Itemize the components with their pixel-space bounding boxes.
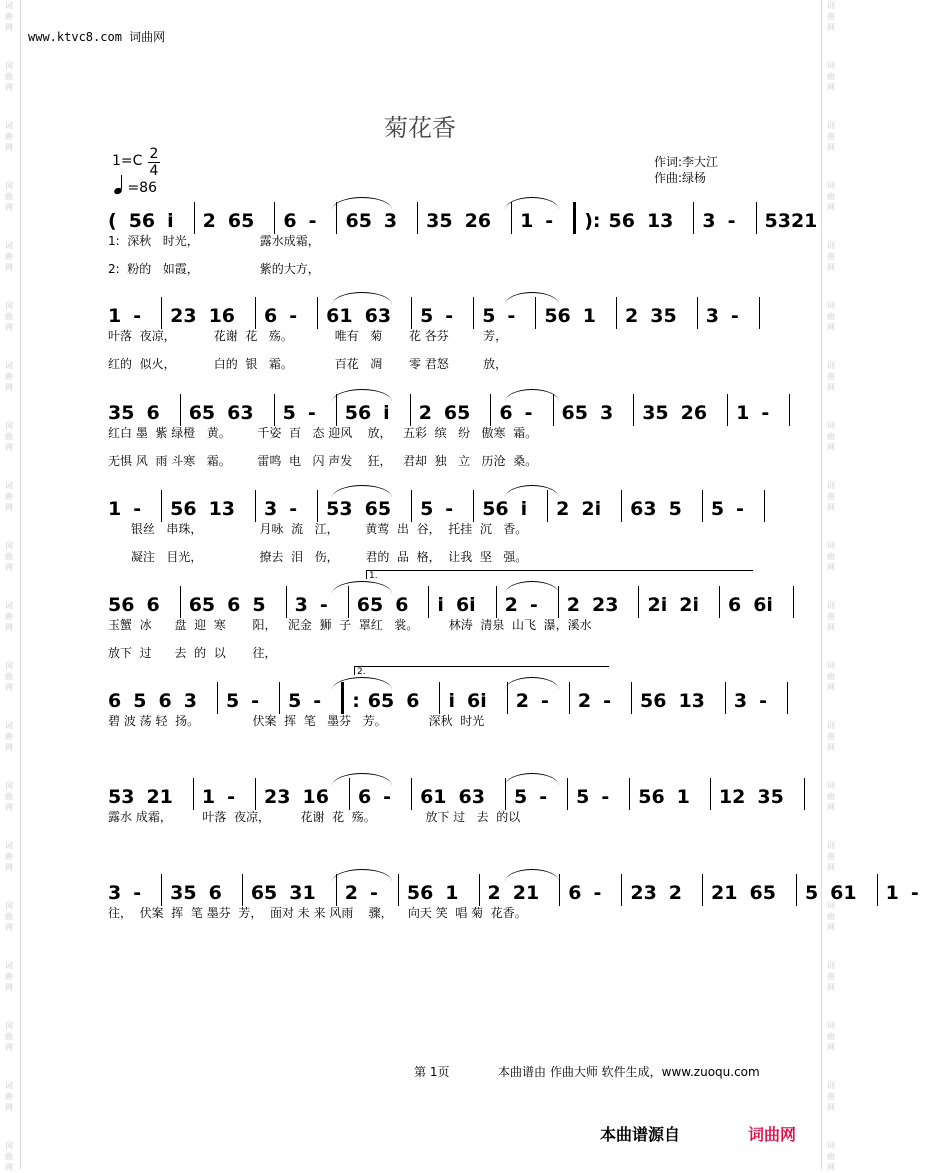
note-group: 63 (364, 304, 392, 327)
watermark-text: 词 曲 网 (827, 481, 835, 512)
tempo-marking (114, 178, 157, 196)
lyric-line: 叶落 夜凉， 花谢 花 殇。 唯有 菊 花 各芬 芳， (108, 329, 508, 343)
note-group: 63 (630, 497, 657, 520)
note-group: 16 (302, 785, 329, 808)
note-group: i (167, 209, 174, 232)
note-group: 35 (757, 785, 784, 808)
lyric-line: 放下 过 去 的 以 往， (108, 646, 277, 660)
note-group: 6 (395, 593, 409, 616)
note-group: 3 (294, 593, 308, 616)
note-group: 23 (264, 785, 291, 808)
notation-row (108, 493, 758, 523)
note-group: 2 (556, 497, 570, 520)
note-group: - (133, 881, 142, 904)
note-group: 5 (420, 304, 434, 327)
composer-credit: 作曲:绿杨 (654, 171, 707, 185)
barline (693, 202, 694, 234)
watermark-text: 词 曲 网 (5, 541, 13, 572)
note-group: 5 (225, 689, 240, 712)
barline (793, 586, 794, 618)
note-group: 16 (208, 304, 236, 327)
barline (417, 202, 418, 234)
note-group: - (910, 881, 919, 904)
note-group: 5321 (764, 209, 818, 232)
note-group: i (448, 689, 455, 712)
notation-row (108, 397, 770, 427)
barline (473, 297, 474, 329)
note-group: 5 (513, 785, 528, 808)
note-group: 26 (680, 401, 708, 424)
barline (638, 586, 639, 618)
time-signature (146, 146, 162, 179)
lyric-line: 凝注 目光， 撩去 泪 伤， 君的 品 格， 让我 坚 强。 (108, 550, 528, 564)
note-group: 2 (668, 881, 683, 904)
note-group: 6 (227, 593, 241, 616)
note-group: 1 (736, 401, 750, 424)
barline (621, 490, 622, 522)
note-group: 2 (625, 304, 639, 327)
watermark-text: 词 曲 网 (827, 121, 835, 152)
note-group: 5 (420, 497, 434, 520)
barline (719, 586, 720, 618)
note-group: - (319, 593, 328, 616)
note-group: 2i (647, 593, 668, 616)
note-group: 53 (108, 785, 135, 808)
lyric-line: 2: 粉的 如霞， 紫的大方， (108, 262, 320, 276)
barline (317, 297, 318, 329)
note-group: 21 (512, 881, 540, 904)
note-group: - (761, 401, 770, 424)
note-group: 2 (504, 593, 518, 616)
note-group: 65 (227, 209, 255, 232)
lyric-line: 碧 波 荡 轻 扬。 伏案 挥 笔 墨芬 芳。 深秋 时光 (108, 714, 485, 728)
notation-row (108, 589, 773, 619)
watermark-text: 词 曲 网 (827, 661, 835, 692)
barline (255, 778, 256, 810)
note-group: 1 (885, 881, 899, 904)
lyric-line: 无惧 风 雨 斗寒 霜。 雷鸣 电 闪 声发 狂， 君却 独 立 历沧 桑。 (108, 454, 538, 468)
barline (411, 297, 412, 329)
note-group: 21 (711, 881, 738, 904)
note-group: 13 (678, 689, 705, 712)
barline (242, 874, 243, 906)
note-group: 6 (264, 304, 278, 327)
watermark-text: 词 曲 网 (827, 361, 835, 392)
lyric-line: 玉蟹 冰 盘 迎 寒 阳， 泥金 狮 子 罩红 裳。 林涛 清泉 山飞 瀑，溪水 (108, 618, 592, 632)
note-group: 6 (283, 209, 297, 232)
watermark-text: 词 曲 网 (827, 61, 835, 92)
watermark-text: 词 曲 网 (827, 1141, 835, 1172)
note-group: 6i (753, 593, 773, 616)
barline (569, 682, 570, 714)
generator-credit[interactable]: 本曲谱由 作曲大师 软件生成，www.zuoqu.com (498, 1065, 760, 1079)
note-group: 5 (804, 881, 819, 904)
note-group: 2 (566, 593, 581, 616)
barline (180, 586, 181, 618)
note-group: 56 (170, 497, 197, 520)
barline (490, 394, 491, 426)
watermark-text: 词 曲 网 (5, 481, 13, 512)
watermark-text: 词 曲 网 (5, 361, 13, 392)
note-group: - (593, 881, 602, 904)
barline (697, 297, 698, 329)
watermark-text: 词 曲 网 (827, 541, 835, 572)
note-group: 2 (515, 689, 529, 712)
barline (479, 874, 480, 906)
second-ending-bracket: 2. (354, 666, 609, 675)
watermark-text: 词 曲 网 (827, 421, 835, 452)
note-group: 65 (364, 497, 392, 520)
watermark-text: 词 曲 网 (827, 1021, 835, 1052)
note-group: 2 (202, 209, 216, 232)
barline (439, 682, 440, 714)
note-group: 1 (445, 881, 459, 904)
note-group: - (369, 881, 378, 904)
watermark-text: 词 曲 网 (5, 241, 13, 272)
note-group: 65 (749, 881, 776, 904)
note-group: - (759, 689, 768, 712)
time-bottom: 4 (149, 163, 159, 179)
watermark-strip-left (0, 0, 18, 1172)
barline (573, 202, 576, 234)
note-group: - (540, 689, 549, 712)
note-group: 61 (326, 304, 353, 327)
watermark-strip-right (822, 0, 840, 1172)
notation-row (108, 781, 784, 811)
note-group: - (507, 304, 516, 327)
note-group: 65 (561, 401, 588, 424)
note-group: 3 (599, 401, 614, 424)
note-group: 56 (544, 304, 571, 327)
note-group: 26 (464, 209, 492, 232)
watermark-text: 词 曲 网 (5, 421, 13, 452)
lyric-line: 往， 伏案 挥 笔 墨芬 芳， 面对 未 来 风雨 骤， 向天 笑 唱 菊 花香。 (108, 906, 527, 920)
note-group: 6i (455, 593, 476, 616)
note-group: 2 (418, 401, 432, 424)
barline (398, 874, 399, 906)
notation-row (108, 300, 758, 330)
watermark-text: 词 曲 网 (827, 241, 835, 272)
barline (633, 394, 634, 426)
note-group: 56 (406, 881, 434, 904)
note-group: - (445, 304, 454, 327)
note-group: 5 (482, 304, 496, 327)
note-group: 6 (568, 881, 582, 904)
watermark-text: 词 曲 网 (827, 781, 835, 812)
watermark-text: 词 曲 网 (827, 181, 835, 212)
barline (764, 490, 765, 522)
watermark-text: 词 曲 网 (5, 1, 13, 32)
note-group: 5 (282, 401, 296, 424)
source-site-name[interactable]: 词曲网 (748, 1125, 797, 1144)
barline (317, 490, 318, 522)
barline (274, 394, 275, 426)
watermark-text: 词 曲 网 (5, 61, 13, 92)
notation-row (108, 877, 919, 907)
note-group: i (437, 593, 444, 616)
song-title: 菊花香 (384, 114, 456, 142)
note-group: 21 (146, 785, 173, 808)
note-group: 5 (668, 497, 682, 520)
barline (727, 394, 728, 426)
note-group: 5 (288, 689, 302, 712)
note-group: 6 (727, 593, 742, 616)
barline (286, 586, 287, 618)
lyric-line: 露水 成霜， 叶落 夜凉， 花谢 花 殇。 放下 过 去 的以 (108, 810, 521, 824)
first-ending-bracket: 1. (366, 570, 753, 579)
barline (274, 202, 275, 234)
note-group: 6 (146, 593, 160, 616)
note-group: 6 (146, 401, 160, 424)
barline (756, 202, 757, 234)
lyric-line: 红白 墨 紫 绿橙 黄。 千姿 百 态 迎风 放， 五彩 缤 纷 傲寒 霜。 (108, 426, 538, 440)
note-group: 6 (108, 689, 122, 712)
note-group: - (727, 209, 736, 232)
barline (796, 874, 797, 906)
time-top: 2 (149, 146, 159, 162)
lyricist-credit: 作词:李大江 (654, 155, 719, 169)
barline (725, 682, 726, 714)
watermark-text: 词 曲 网 (5, 661, 13, 692)
note-group: 1 (520, 209, 534, 232)
note-group: 65 (188, 401, 216, 424)
notation-row: 6 5 6 3 5 - 5 - : 65 6 i 6i 2 - 2 - 56 13 3 - (108, 685, 758, 715)
note-group: 23 (170, 304, 197, 327)
note-group: - (736, 497, 744, 520)
note-group: - (529, 593, 538, 616)
tempo-value: =86 (127, 180, 157, 196)
note-group: 3 (264, 497, 278, 520)
note-group: 61 (420, 785, 447, 808)
barline (411, 778, 412, 810)
watermark-text: 词 曲 网 (827, 841, 835, 872)
barline (161, 874, 162, 906)
note-group: 3 (383, 209, 398, 232)
watermark-text: 词 曲 网 (827, 601, 835, 632)
watermark-text: 词 曲 网 (827, 901, 835, 932)
barline (567, 778, 568, 810)
note-group: 1 (108, 304, 122, 327)
note-group: 56 (639, 689, 667, 712)
note-group: 5 (133, 689, 147, 712)
note-group: 56 (482, 497, 509, 520)
note-group: 35 (426, 209, 453, 232)
note-group: 56 (344, 401, 372, 424)
note-group: - (601, 785, 610, 808)
barline (473, 490, 474, 522)
note-group: 23 (630, 881, 657, 904)
note-group: - (524, 401, 533, 424)
note-group: 53 (326, 497, 353, 520)
barline (631, 682, 632, 714)
watermark-text: 词 曲 网 (5, 181, 13, 212)
barline (428, 586, 429, 618)
note-group: i (520, 497, 528, 520)
barline (559, 874, 560, 906)
note-group: 23 (592, 593, 619, 616)
note-group: - (445, 497, 454, 520)
barline (616, 297, 617, 329)
key-signature: 1=C (112, 153, 143, 169)
note-group: 2 (577, 689, 592, 712)
barline (411, 490, 412, 522)
barline (496, 586, 497, 618)
note-group: 63 (458, 785, 485, 808)
note-group: 1 (201, 785, 216, 808)
lyric-line: 红的 似火， 白的 银 霜。 百花 凋 零 君怒 放， (108, 357, 508, 371)
watermark-text: 词 曲 网 (5, 841, 13, 872)
note-group: 6 (158, 689, 172, 712)
barline (194, 202, 195, 234)
note-group: 65 (188, 593, 216, 616)
note-group: 13 (646, 209, 674, 232)
barline (804, 778, 805, 810)
note-group: - (227, 785, 236, 808)
note-group: - (308, 209, 317, 232)
note-group: - (307, 401, 316, 424)
barline (410, 394, 411, 426)
lyric-line: 银丝 串珠， 月咏 流 江， 黄莺 出 谷， 托挂 沉 香。 (108, 522, 528, 536)
note-group: 5 (710, 497, 725, 520)
barline (193, 778, 194, 810)
note-group: - (289, 304, 298, 327)
note-group: - (251, 689, 260, 712)
barline (787, 682, 788, 714)
note-group: - (133, 497, 142, 520)
barline (161, 490, 162, 522)
note-group: 2 (487, 881, 501, 904)
watermark-text: 词 曲 网 (5, 1141, 13, 1172)
note-group: 2 (344, 881, 358, 904)
note-group: - (133, 304, 142, 327)
note-group: 65 (250, 881, 278, 904)
note-group: 5 (576, 785, 590, 808)
note-group: - (383, 785, 392, 808)
note-group: 35 (170, 881, 197, 904)
note-group: 2i (679, 593, 699, 616)
barline (877, 874, 878, 906)
watermark-text: 词 曲 网 (827, 1081, 835, 1112)
note-group: 63 (227, 401, 254, 424)
barline (161, 297, 162, 329)
watermark-text: 词 曲 网 (5, 721, 13, 752)
note-group: 65 (345, 209, 372, 232)
note-group: 1 (676, 785, 690, 808)
barline (629, 778, 630, 810)
note-group: - (603, 689, 611, 712)
barline (759, 297, 760, 329)
site-url[interactable]: www.ktvc8.com 词曲网 (28, 30, 166, 44)
barline (255, 490, 256, 522)
note-group: 12 (718, 785, 746, 808)
note-group: 56 (108, 593, 135, 616)
watermark-text: 词 曲 网 (5, 1021, 13, 1052)
note-group: 65 (443, 401, 471, 424)
barline (217, 682, 218, 714)
note-group: 3 (733, 689, 748, 712)
watermark-text: 词 曲 网 (5, 901, 13, 932)
watermark-text: 词 曲 网 (827, 961, 835, 992)
note-group: 1 (108, 497, 122, 520)
note-group: - (730, 304, 739, 327)
barline (621, 874, 622, 906)
note-group: 3 (702, 209, 716, 232)
watermark-text: 词 曲 网 (827, 1, 835, 32)
note-group: 6 (499, 401, 513, 424)
note-group: 3 (183, 689, 197, 712)
note-group: - (289, 497, 298, 520)
source-label: 本曲谱源自 (600, 1125, 681, 1144)
watermark-text: 词 曲 网 (5, 301, 13, 332)
note-group: 56 (608, 209, 635, 232)
note-group: 6i (467, 689, 487, 712)
watermark-text: 词 曲 网 (5, 1081, 13, 1112)
barline (255, 297, 256, 329)
note-group: 3 (705, 304, 719, 327)
barline (789, 394, 790, 426)
note-group: 61 (830, 881, 857, 904)
watermark-text: 词 曲 网 (827, 721, 835, 752)
watermark-text: 词 曲 网 (5, 781, 13, 812)
barline (710, 778, 711, 810)
note-group: 56 (128, 209, 156, 232)
notation-row: ( 56 i 2 65 6 - 65 3 35 26 1 - ): 56 13 3 - 5321 (108, 205, 758, 235)
note-group: 6 (357, 785, 372, 808)
barline (702, 874, 703, 906)
lyric-line: 1: 深秋 时光， 露水成霜， (108, 234, 320, 248)
barline (279, 682, 280, 714)
note-group: 35 (650, 304, 677, 327)
note-group: 56 (638, 785, 665, 808)
note-group: 2i (581, 497, 602, 520)
barline (702, 490, 703, 522)
note-group: 13 (208, 497, 236, 520)
note-group: 35 (642, 401, 669, 424)
watermark-text: 词 曲 网 (5, 961, 13, 992)
watermark-text: 词 曲 网 (5, 121, 13, 152)
note-group: 65 (367, 689, 395, 712)
note-group: 6 (406, 689, 420, 712)
note-group: 5 (252, 593, 266, 616)
watermark-text: 词 曲 网 (827, 301, 835, 332)
page-number: 第 1页 (414, 1065, 450, 1079)
note-group: 31 (289, 881, 316, 904)
note-group: ( (108, 209, 117, 232)
barline (180, 394, 181, 426)
note-group: - (539, 785, 548, 808)
note-group: - (313, 689, 322, 712)
note-group: 6 (208, 881, 222, 904)
note-group: 35 (108, 401, 135, 424)
watermark-text: 词 曲 网 (5, 601, 13, 632)
note-group: i (383, 401, 390, 424)
note-group: 3 (108, 881, 122, 904)
note-group: - (545, 209, 554, 232)
note-group: 1 (582, 304, 596, 327)
note-group: 65 (356, 593, 384, 616)
